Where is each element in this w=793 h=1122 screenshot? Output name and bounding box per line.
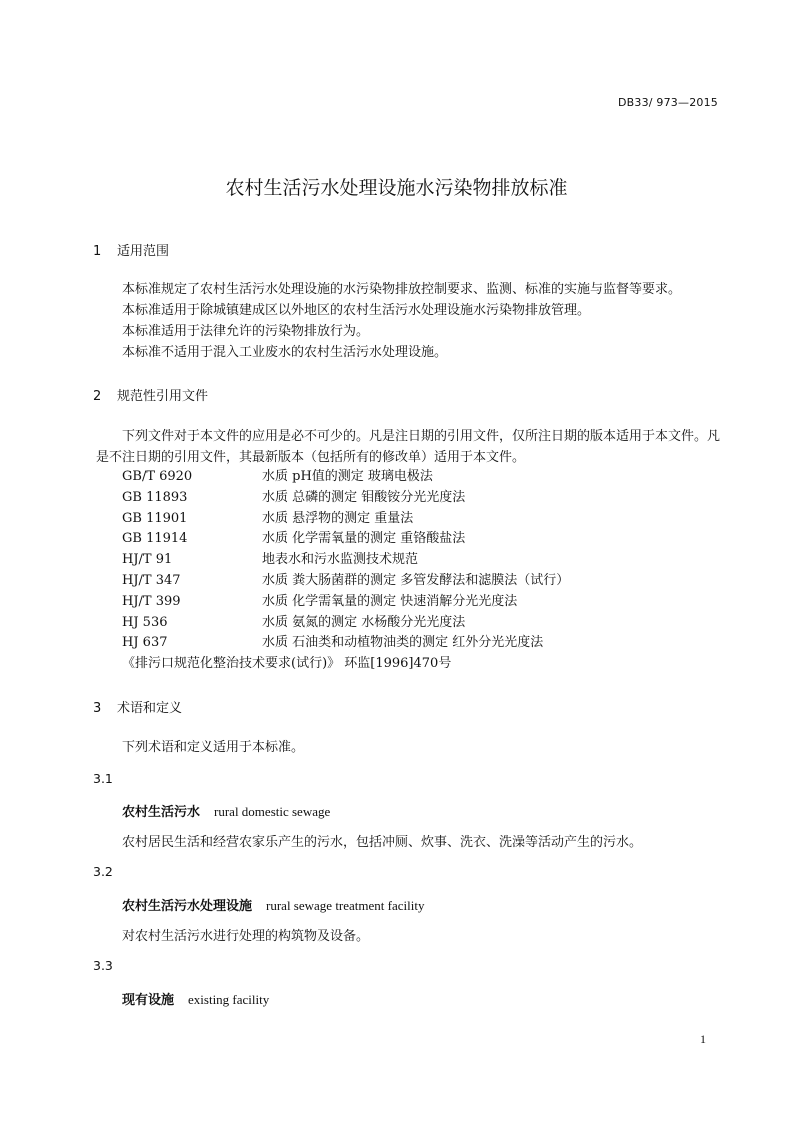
section-number: 2 <box>93 389 102 404</box>
term-chinese: 现有设施 <box>122 993 175 1008</box>
term-definition: 农村居民生活和经营农家乐产生的污水，包括冲厕、炊事、洗衣、洗澡等活动产生的污水。 <box>122 835 643 850</box>
reference-title: 水质 氨氮的测定 水杨酸分光光度法 <box>262 614 466 630</box>
reference-item <box>122 571 569 592</box>
term-english: rural sewage treatment facility <box>266 898 425 913</box>
reference-code: HJ 637 <box>122 635 168 651</box>
reference-title: 地表水和污水监测技术规范 <box>262 552 419 568</box>
paragraph: 下列文件对于本文件的应用是必不可少的。凡是注日期的引用文件，仅所注日期的版本适用于本文件。凡是不注日期的引用文件，其最新版本（包括所有的修改单）适用于本文件。 <box>96 429 721 465</box>
term-chinese: 农村生活污水 <box>122 805 201 820</box>
section-1-heading <box>93 240 169 259</box>
reference-code: GB 11901 <box>122 510 188 526</box>
reference-list <box>122 467 569 675</box>
paragraph: 本标准适用于法律允许的污染物排放行为。 <box>122 324 370 339</box>
document-title: 农村生活污水处理设施水污染物排放标准 <box>225 177 568 199</box>
term-number: 3.1 <box>93 771 113 786</box>
paragraph: 本标准不适用于混入工业废水的农村生活污水处理设施。 <box>122 345 448 360</box>
term-number: 3.3 <box>93 958 113 973</box>
paragraph: 本标准适用于除城镇建成区以外地区的农村生活污水处理设施水污染物排放管理。 <box>122 303 591 318</box>
paragraph: 下列术语和定义适用于本标准。 <box>122 740 305 755</box>
reference-item <box>122 509 569 530</box>
reference-code: HJ/T 399 <box>122 593 181 609</box>
term-english: rural domestic sewage <box>214 804 331 819</box>
reference-title: 水质 粪大肠菌群的测定 多管发酵法和滤膜法（试行） <box>262 572 570 588</box>
term-heading <box>122 801 330 820</box>
reference-item <box>122 529 569 550</box>
section-number: 3 <box>93 701 102 716</box>
term-number: 3.2 <box>93 864 113 879</box>
paragraph: 本标准规定了农村生活污水处理设施的水污染物排放控制要求、监测、标准的实施与监督等要求。 <box>122 282 682 297</box>
reference-title: 水质 pH值的测定 玻璃电极法 <box>262 469 433 484</box>
reference-item <box>122 633 569 654</box>
section-3-heading <box>93 697 182 716</box>
standard-code: DB33/ 973—2015 <box>617 96 718 109</box>
reference-item <box>122 488 569 509</box>
section-2-heading <box>93 385 208 404</box>
section-title: 术语和定义 <box>117 701 183 716</box>
term-definition: 对农村生活污水进行处理的构筑物及设备。 <box>122 929 370 944</box>
reference-item <box>122 467 569 488</box>
reference-code: HJ/T 347 <box>122 572 181 588</box>
reference-item <box>122 550 569 571</box>
reference-title: 水质 悬浮物的测定 重量法 <box>262 510 414 526</box>
section-title: 规范性引用文件 <box>117 389 209 404</box>
reference-title: 水质 石油类和动植物油类的测定 红外分光光度法 <box>262 635 544 651</box>
reference-extra: 《排污口规范化整治技术要求(试行)》 环监[1996]470号 <box>122 656 452 672</box>
page-number: 1 <box>700 1032 706 1046</box>
reference-title: 水质 化学需氧量的测定 重铬酸盐法 <box>262 531 466 547</box>
reference-code: HJ 536 <box>122 614 168 630</box>
section-number: 1 <box>93 244 102 259</box>
reference-code: HJ/T 91 <box>122 552 173 568</box>
term-chinese: 农村生活污水处理设施 <box>122 899 253 914</box>
reference-title: 水质 总磷的测定 钼酸铵分光光度法 <box>262 489 466 505</box>
term-heading <box>122 989 269 1008</box>
reference-code: GB 11914 <box>122 531 188 547</box>
term-heading <box>122 895 424 914</box>
reference-item <box>122 613 569 634</box>
reference-code: GB 11893 <box>122 489 188 505</box>
reference-code: GB/T 6920 <box>122 469 193 484</box>
term-english: existing facility <box>188 992 270 1007</box>
reference-item <box>122 592 569 613</box>
reference-title: 水质 化学需氧量的测定 快速消解分光光度法 <box>262 593 518 609</box>
section-title: 适用范围 <box>117 244 170 259</box>
